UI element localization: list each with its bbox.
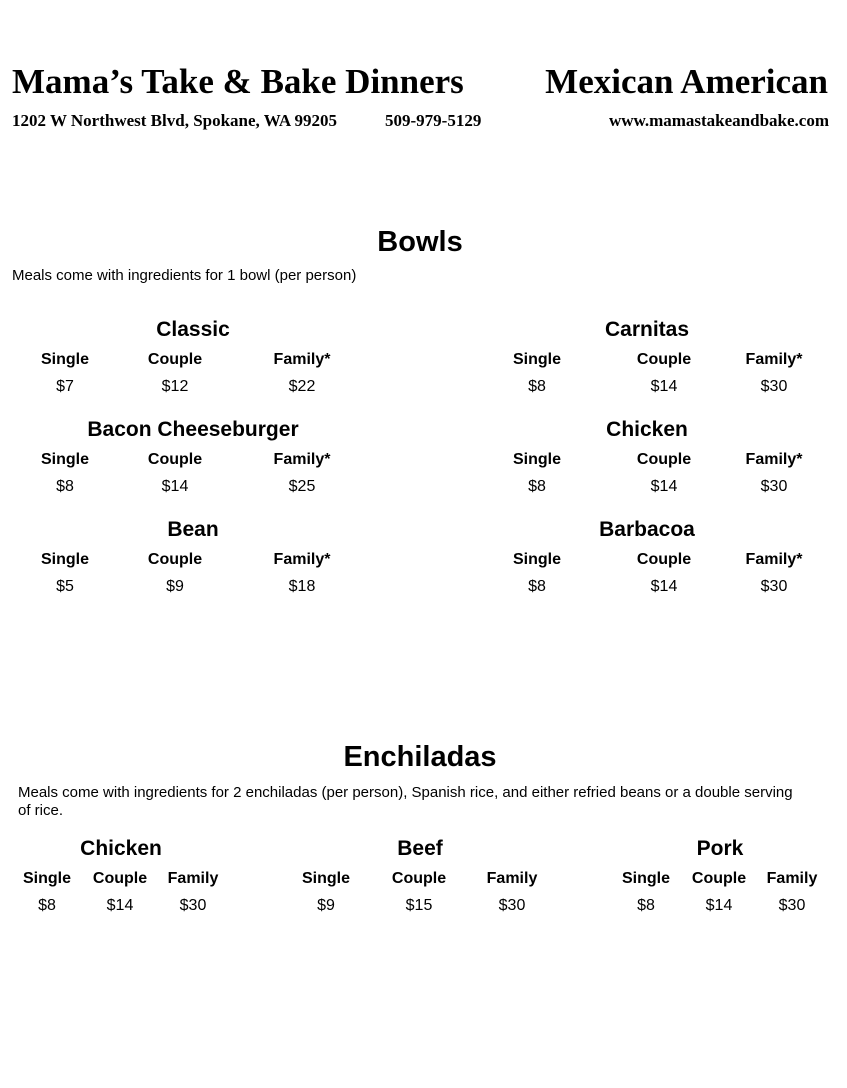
price: $9	[317, 897, 335, 914]
item-name: Barbacoa	[599, 518, 695, 541]
item-name: Carnitas	[604, 318, 690, 341]
price: $30	[498, 897, 526, 914]
price: $14	[650, 478, 678, 495]
size-header: Family	[766, 870, 818, 887]
price: $8	[637, 897, 655, 914]
enchiladas-description: Meals come with ingredients for 2 enchiladas (per person), Spanish rice, and either refried beans or a double serving of rice.	[18, 784, 793, 819]
price: $30	[760, 578, 788, 595]
price: $7	[56, 378, 74, 395]
price: $14	[106, 897, 134, 914]
bowls-title: Bowls	[377, 226, 463, 258]
size-header: Single	[40, 451, 90, 468]
item-name: Bean	[167, 518, 219, 541]
size-header: Couple	[147, 551, 203, 568]
bowls-description: Meals come with ingredients for 1 bowl (per person)	[12, 267, 357, 284]
size-header: Single	[512, 451, 562, 468]
item-name: Pork	[696, 837, 744, 860]
website-link[interactable]: www.mamastakeandbake.com	[608, 111, 829, 130]
price: $25	[288, 478, 316, 495]
price: $14	[650, 578, 678, 595]
business-name: Mama’s Take & Bake Dinners	[12, 62, 464, 101]
size-header: Single	[40, 351, 90, 368]
price: $14	[705, 897, 733, 914]
size-header: Family	[486, 870, 538, 887]
price: $8	[528, 478, 546, 495]
size-header: Family*	[745, 551, 803, 568]
price: $30	[179, 897, 207, 914]
item-name: Bacon Cheeseburger	[87, 418, 299, 441]
price: $22	[288, 378, 316, 395]
size-header: Family*	[273, 451, 331, 468]
address: 1202 W Northwest Blvd, Spokane, WA 99205	[12, 111, 337, 130]
size-header: Family	[167, 870, 219, 887]
size-header: Couple	[636, 551, 692, 568]
price: $8	[38, 897, 56, 914]
size-header: Couple	[391, 870, 447, 887]
size-header: Couple	[636, 351, 692, 368]
price: $8	[528, 578, 546, 595]
price: $30	[760, 478, 788, 495]
size-header: Couple	[691, 870, 747, 887]
price: $30	[778, 897, 806, 914]
size-header: Couple	[147, 351, 203, 368]
cuisine-title: Mexican American	[545, 62, 828, 101]
price: $12	[161, 378, 189, 395]
price: $9	[166, 578, 184, 595]
price: $18	[288, 578, 316, 595]
size-header: Couple	[147, 451, 203, 468]
size-header: Family*	[273, 351, 331, 368]
size-header: Family*	[273, 551, 331, 568]
price: $14	[161, 478, 189, 495]
price: $14	[650, 378, 678, 395]
size-header: Single	[512, 351, 562, 368]
size-header: Couple	[92, 870, 148, 887]
price: $8	[528, 378, 546, 395]
size-header: Couple	[636, 451, 692, 468]
size-header: Single	[22, 870, 72, 887]
item-name: Chicken	[606, 418, 688, 441]
size-header: Family*	[745, 451, 803, 468]
size-header: Single	[301, 870, 351, 887]
size-header: Single	[512, 551, 562, 568]
size-header: Family*	[745, 351, 803, 368]
item-name: Beef	[397, 837, 443, 860]
item-name: Chicken	[80, 837, 162, 860]
price: $5	[56, 578, 74, 595]
size-header: Single	[621, 870, 671, 887]
phone-number: 509-979-5129	[385, 111, 482, 130]
enchiladas-title: Enchiladas	[343, 741, 497, 773]
size-header: Single	[40, 551, 90, 568]
price: $30	[760, 378, 788, 395]
price: $15	[405, 897, 433, 914]
price: $8	[56, 478, 74, 495]
item-name: Classic	[156, 318, 230, 341]
